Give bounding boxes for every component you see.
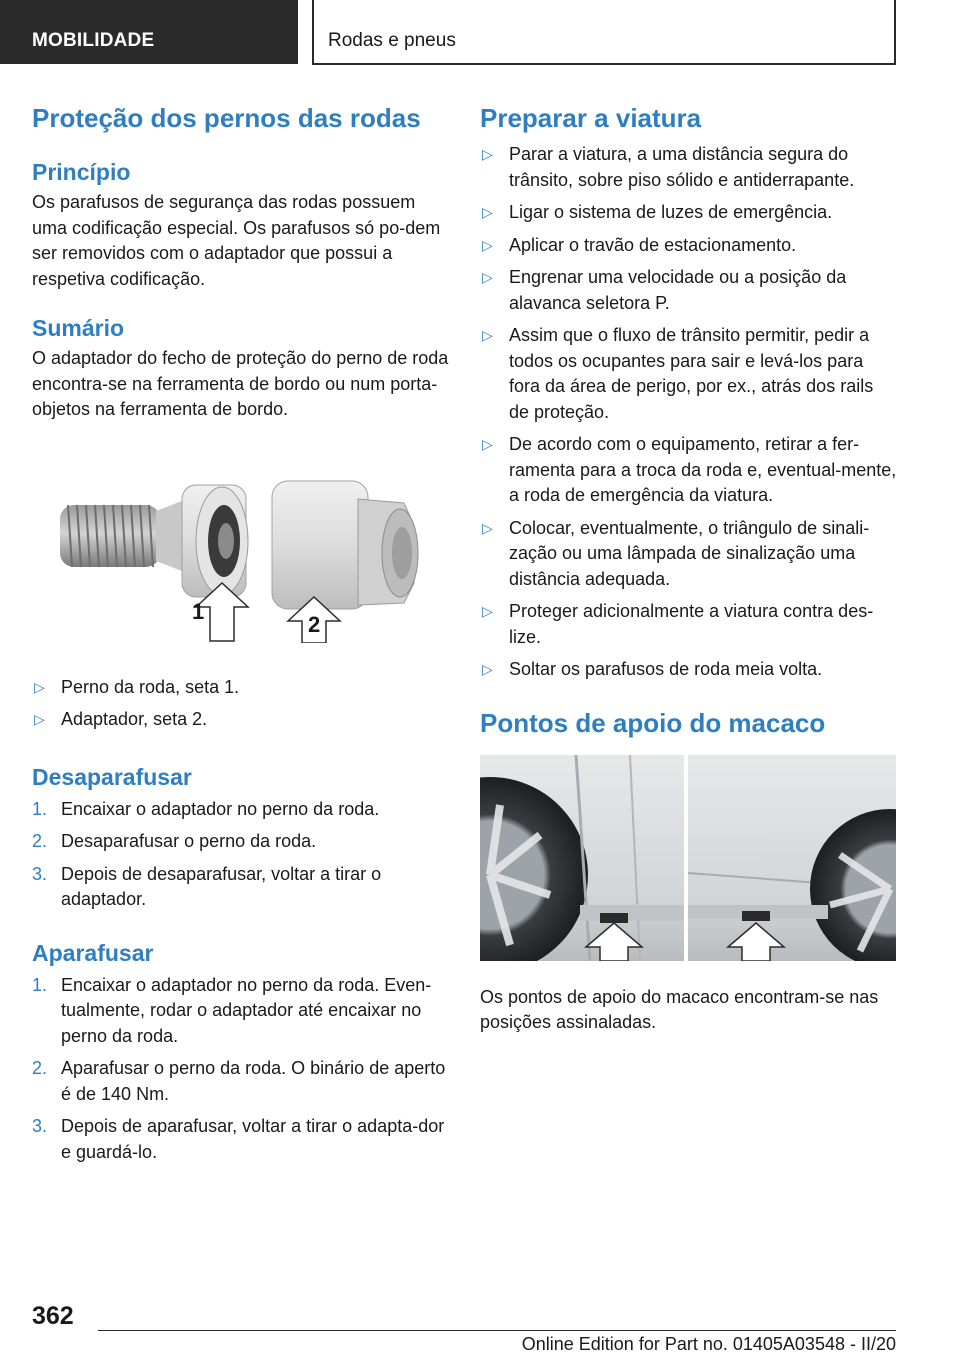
triangle-bullet-icon: ▷ [482, 204, 493, 220]
front-jack-point-photo [480, 755, 684, 961]
triangle-bullet-icon: ▷ [34, 711, 45, 727]
list-item: 1. Encaixar o adaptador no perno da roda. [32, 798, 380, 819]
list-item: ▷ Aplicar o travão de estacionamento. [480, 233, 898, 259]
arrow-2-label: 2 [308, 611, 321, 637]
triangle-bullet-icon: ▷ [482, 327, 493, 343]
list-item: ▷ Perno da roda, seta 1. [32, 675, 450, 701]
edition-note: Online Edition for Part no. 01405A03548 - II/20 [521, 1334, 896, 1354]
triangle-bullet-icon: ▷ [482, 146, 493, 162]
list-item: ▷ Assim que o fluxo de trânsito permitir, pedir a todos os ocupantes para sair e levá-los para fora da área de perigo, por ex., atrás dos rails de proteção. [482, 325, 874, 422]
list-item: 1. Encaixar o adaptador no perno da roda. Even-tualmente, rodar o adaptador até encaixar no perno da roda. [32, 974, 432, 1046]
principle-text: Os parafusos de segurança das rodas possuem uma codificação especial. Os parafusos só po-dem ser removidos com o adaptador que possui a respetiva codificação. [32, 192, 441, 289]
left-column [32, 100, 450, 1165]
header-chapter-tab [312, 0, 896, 65]
triangle-bullet-icon: ▷ [482, 236, 493, 253]
prepare-heading: Preparar a viatura [480, 103, 702, 133]
header-section-tab [0, 0, 298, 64]
triangle-bullet-icon: ▷ [482, 603, 493, 619]
screw-steps [32, 973, 450, 1166]
list-item: 3. Depois de aparafusar, voltar a tirar o adapta-dor e guardá-lo. [32, 1116, 445, 1162]
rear-jack-point-photo [688, 755, 896, 961]
arrow-1-label: 1 [192, 598, 205, 624]
triangle-bullet-icon: ▷ [482, 269, 493, 285]
bolt-icon [60, 485, 248, 597]
list-item: ▷ Proteger adicionalmente a viatura contra des-lize. [482, 601, 874, 647]
summary-text: O adaptador do fecho de proteção do perno de roda encontra-se na ferramenta de bordo ou num porta-objetos na ferramenta de bordo. [32, 348, 449, 419]
list-item: 3. Depois de desaparafusar, voltar a tirar o adaptador. [32, 863, 382, 909]
list-item: ▷ Soltar os parafusos de roda meia volta. [480, 657, 898, 683]
unscrew-steps [32, 797, 450, 913]
adapter-icon [272, 481, 418, 609]
wheel-lock-title: Proteção dos pernos das rodas [32, 103, 421, 133]
jack-points-text: Os pontos de apoio do macaco encontram-se nas posições assinaladas. [480, 986, 879, 1032]
list-item: ▷ Engrenar uma velocidade ou a posição da alavanca seletora P. [482, 267, 847, 313]
list-item: ▷ Ligar o sistema de luzes de emergência. [480, 200, 898, 226]
principle-heading: Princípio [32, 159, 131, 185]
header-chapter-title: Rodas e pneus [328, 30, 456, 51]
triangle-bullet-icon: ▷ [482, 519, 493, 536]
footer-divider [98, 1330, 896, 1331]
list-item: ▷ Adaptador, seta 2. [32, 707, 450, 733]
list-item: ▷ De acordo com o equipamento, retirar a fer-ramenta para a troca da roda e, eventual-mente, a roda de emergência da viatura. [482, 434, 897, 505]
triangle-bullet-icon: ▷ [34, 678, 45, 695]
list-item: ▷ Parar a viatura, a uma distância segura do trânsito, sobre piso sólido e antiderrapante. [482, 144, 855, 190]
triangle-bullet-icon: ▷ [482, 661, 493, 677]
list-item: ▷ Colocar, eventualmente, o triângulo de sinali-zação ou uma lâmpada de sinalização uma distância adequada. [482, 517, 870, 589]
list-item: 2. Desaparafusar o perno da roda. [32, 831, 317, 851]
jack-points-heading: Pontos de apoio do macaco [480, 707, 826, 738]
list-item: 2. Aparafusar o perno da roda. O binário de aperto é de 140 Nm. [32, 1058, 446, 1104]
right-column [480, 100, 898, 1036]
triangle-bullet-icon: ▷ [482, 436, 493, 452]
page-number: 362 [32, 1302, 74, 1330]
screw-heading: Aparafusar [32, 939, 154, 966]
unscrew-heading: Desaparafusar [32, 763, 192, 790]
wheel-lock-illustration [32, 463, 450, 643]
jack-points-photo [480, 755, 896, 961]
summary-heading: Sumário [32, 315, 125, 341]
figure-legend [32, 675, 450, 733]
prepare-steps [480, 142, 898, 683]
header-section-title: MOBILIDADE [32, 30, 155, 51]
